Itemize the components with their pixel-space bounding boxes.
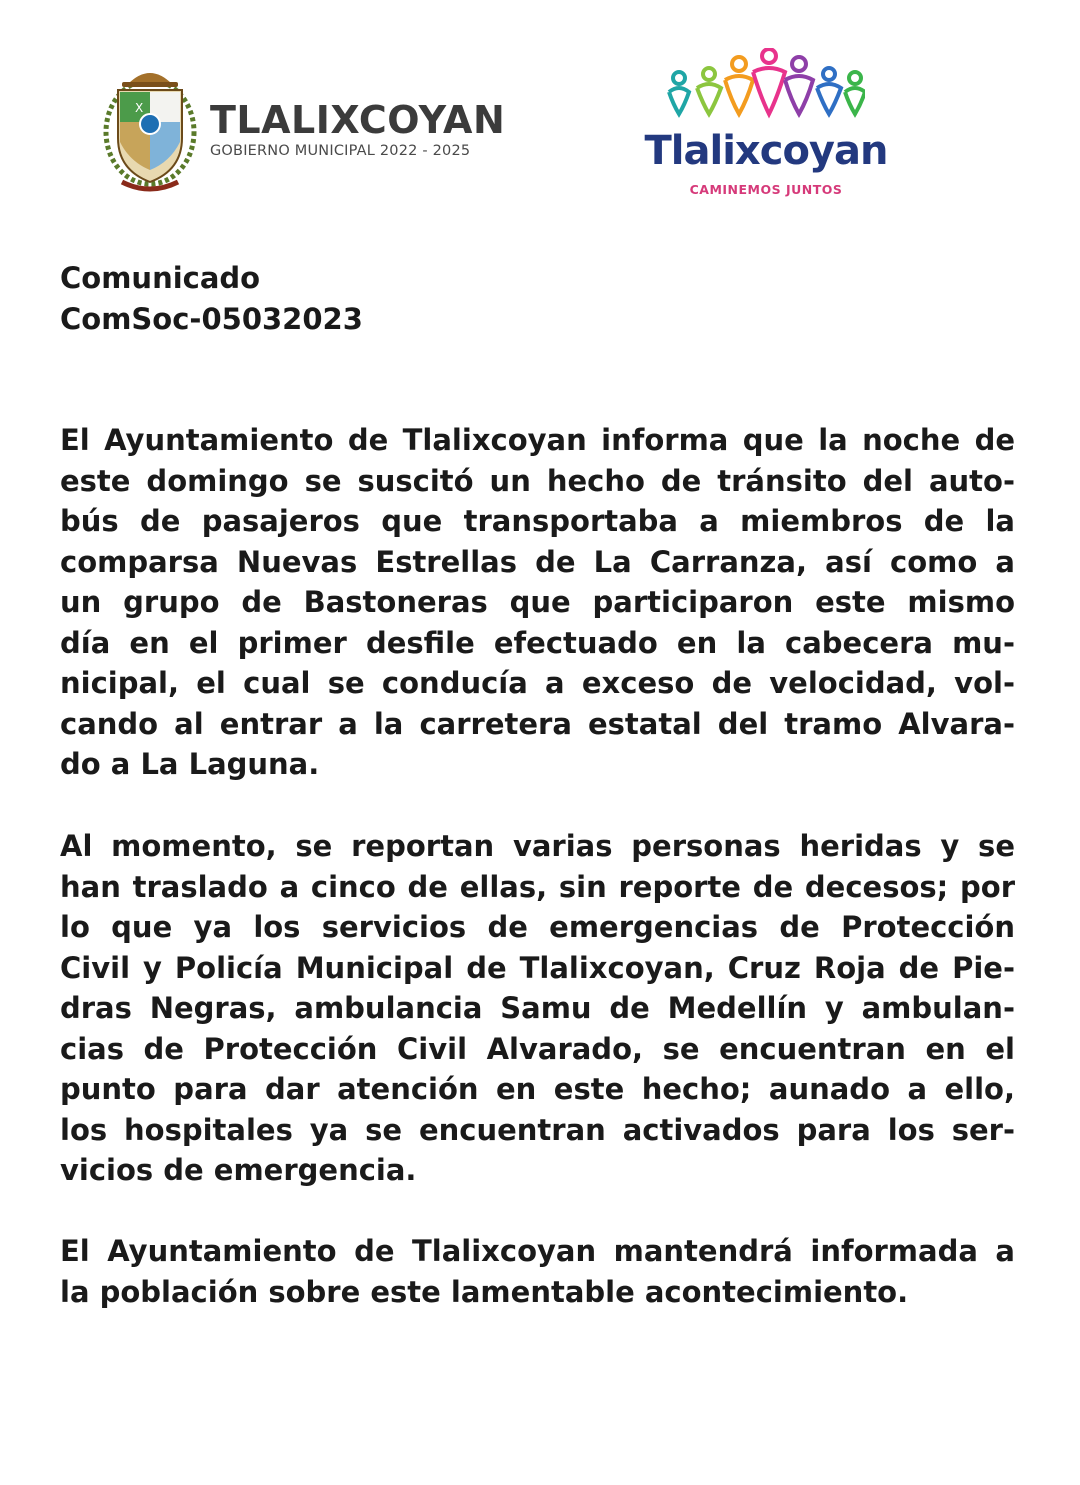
paragraph-line: El Ayuntamiento de Tlalixcoyan mantendrá informada a bbox=[60, 1234, 1015, 1268]
paragraph-line: día en el primer desfile efectuado en la cabecera mu- bbox=[60, 625, 1015, 660]
paragraph-line: comparsa Nuevas Estrellas de La Carranza, así como a bbox=[60, 544, 1015, 579]
colorful-people-figures-icon bbox=[665, 48, 865, 128]
paragraph-line: lo que ya los servicios de emergencias de Protección bbox=[60, 910, 1015, 944]
document-reference-number: ComSoc-05032023 bbox=[60, 302, 363, 336]
paragraph-closing-statement bbox=[60, 1231, 1015, 1312]
document-heading bbox=[60, 258, 363, 340]
paragraph-line: la población sobre este lamentable acontecimiento. bbox=[60, 1274, 909, 1309]
paragraph-line: vicios de emergencia. bbox=[60, 1153, 417, 1187]
municipal-government-logo bbox=[100, 58, 506, 203]
paragraph-line: dras Negras, ambulancia Samu de Medellín y ambulan- bbox=[60, 991, 1015, 1025]
paragraph-line: bús de pasajeros que transportaba a miembros de la bbox=[60, 504, 1015, 538]
municipal-logo-text bbox=[210, 98, 505, 160]
page-header bbox=[0, 0, 1080, 220]
document-type-label: Comunicado bbox=[60, 261, 261, 295]
paragraph-line: Al momento, se reportan varias personas heridas y se bbox=[60, 829, 1015, 863]
paragraph-emergency-response bbox=[60, 826, 1015, 1191]
municipal-logo-subtitle: GOBIERNO MUNICIPAL 2022 - 2025 bbox=[210, 143, 471, 159]
svg-text:X: X bbox=[135, 101, 144, 115]
paragraph-line: punto para dar atención en este hecho; aunado a ello, bbox=[60, 1072, 1015, 1106]
paragraph-line: do a La Laguna. bbox=[60, 747, 320, 781]
paragraph-line: cando al entrar a la carretera estatal del tramo Alvara- bbox=[60, 706, 1015, 741]
municipal-logo-title: TLALIXCOYAN bbox=[210, 98, 506, 142]
paragraph-line: este domingo se suscitó un hecho de tránsito del auto- bbox=[60, 463, 1015, 498]
paragraph-line: cias de Protección Civil Alvarado, se encuentran en el bbox=[60, 1031, 1015, 1066]
campaign-logo-title: Tlalixcoyan bbox=[644, 128, 888, 174]
paragraph-line: han traslado a cinco de ellas, sin reporte de decesos; por bbox=[60, 869, 1015, 904]
campaign-logo-tagline: CAMINEMOS JUNTOS bbox=[689, 182, 843, 197]
municipal-coat-of-arms-icon bbox=[100, 58, 200, 198]
paragraph-line: Civil y Policía Municipal de Tlalixcoyan, Cruz Roja de Pie- bbox=[60, 950, 1015, 985]
paragraph-line: nicipal, el cual se conducía a exceso de velocidad, vol- bbox=[60, 666, 1015, 700]
campaign-logo bbox=[640, 48, 900, 203]
paragraph-line: los hospitales ya se encuentran activados para los ser- bbox=[60, 1112, 1015, 1147]
paragraph-incident-report bbox=[60, 420, 1015, 785]
paragraph-line: El Ayuntamiento de Tlalixcoyan informa que la noche de bbox=[60, 423, 1015, 457]
paragraph-line: un grupo de Bastoneras que participaron este mismo bbox=[60, 585, 1015, 619]
